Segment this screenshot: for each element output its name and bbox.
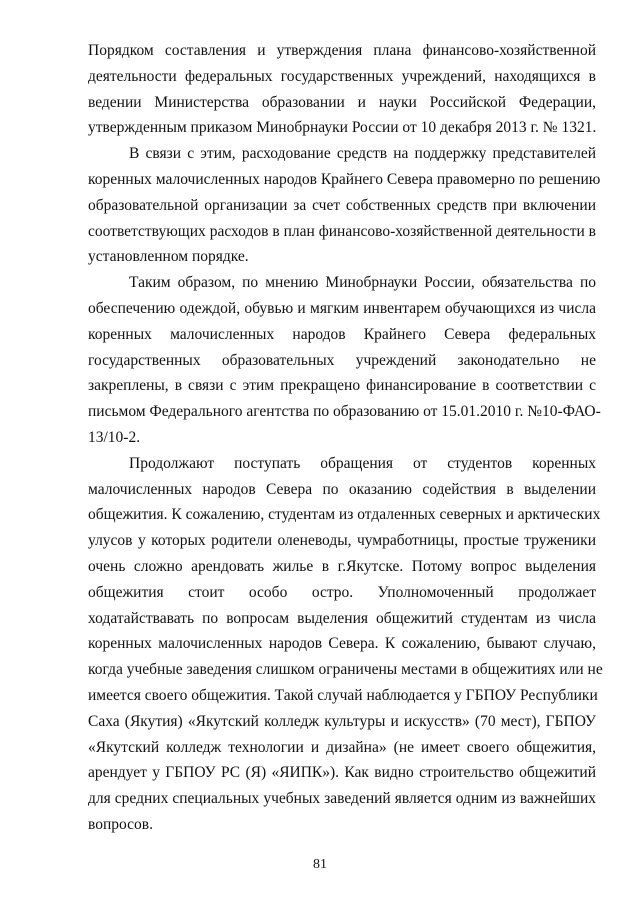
text-line: образовательной организации за счет собственных средств при включении bbox=[88, 196, 596, 214]
text-line: Порядком составления и утверждения плана финансово-хозяйственной bbox=[88, 42, 596, 59]
document-body bbox=[88, 38, 603, 838]
text-line: обеспечению одеждой, обувью и мягким инвентарем обучающихся из числа bbox=[88, 299, 596, 317]
paragraph bbox=[88, 38, 596, 141]
paragraph bbox=[88, 141, 601, 270]
text-line: очень сложно арендовать жилье в г.Якутске. Потому вопрос выделения bbox=[88, 557, 596, 575]
text-line: закреплены, в связи с этим прекращено финансирование в соответствии с bbox=[88, 377, 596, 395]
text-line: Саха (Якутия) «Якутский колледж культуры и искусств» (70 мест), ГБПОУ bbox=[88, 712, 596, 730]
text-line: письмом Федерального агентства по образованию от 15.01.2010 г. №10-ФАО- bbox=[88, 403, 601, 421]
text-line: имеется своего общежития. Такой случай наблюдается у ГБПОУ Республики bbox=[88, 686, 598, 704]
text-line: общежития. К сожалению, студентам из отдаленных северных и арктических bbox=[88, 506, 601, 524]
text-line: ходатайствавать по вопросам выделения общежитий студентам из числа bbox=[88, 609, 596, 627]
text-line: коренных малочисленных народов Севера. К сожалению, бывают случаю, bbox=[88, 635, 596, 653]
text-line: государственных образовательных учреждений законодательно не bbox=[88, 351, 596, 369]
text-line: деятельности федеральных государственных учреждений, находящихся в bbox=[88, 67, 596, 85]
text-line: когда учебные заведения слишком ограничены местами в общежитиях или не bbox=[88, 661, 603, 679]
text-line: В связи с этим, расходование средств на поддержку представителей bbox=[129, 145, 596, 163]
text-line: для средних специальных учебных заведений является одним из важнейших bbox=[88, 790, 596, 808]
text-line: Продолжают поступать обращения от студентов коренных bbox=[129, 454, 596, 472]
text-line: малочисленных народов Севера по оказанию содействия в выделении bbox=[88, 480, 596, 498]
text-line: ведении Министерства образовании и науки Российской Федерации, bbox=[88, 93, 596, 111]
paragraph bbox=[88, 451, 603, 838]
text-line: арендует у ГБПОУ РС (Я) «ЯИПК»). Как видно строительство общежитий bbox=[88, 764, 596, 782]
text-line: установленном порядке. bbox=[88, 248, 249, 266]
text-line: улусов у которых родители оленеводы, чумработницы, простые труженики bbox=[88, 532, 596, 550]
text-line: Таким образом, по мнению Минобрнауки России, обязательства по bbox=[129, 274, 596, 292]
text-line: вопросов. bbox=[88, 815, 153, 833]
text-line: соответствующих расходов в план финансово-хозяйственной деятельности в bbox=[88, 222, 596, 240]
text-line: общежития стоит особо остро. Уполномоченный продолжает bbox=[88, 583, 596, 601]
text-line: коренных малочисленных народов Крайнего Севера федеральных bbox=[88, 325, 596, 343]
text-line: 13/10-2. bbox=[88, 428, 141, 446]
text-line: коренных малочисленных народов Крайнего Севера правомерно по решению bbox=[88, 170, 601, 188]
page-number: 81 bbox=[313, 857, 327, 872]
paragraph bbox=[88, 270, 601, 451]
text-line: утвержденным приказом Минобрнауки России от 10 декабря 2013 г. № 1321. bbox=[88, 119, 597, 137]
text-line: «Якутский колледж технологии и дизайна» (не имеет своего общежития, bbox=[88, 738, 596, 756]
